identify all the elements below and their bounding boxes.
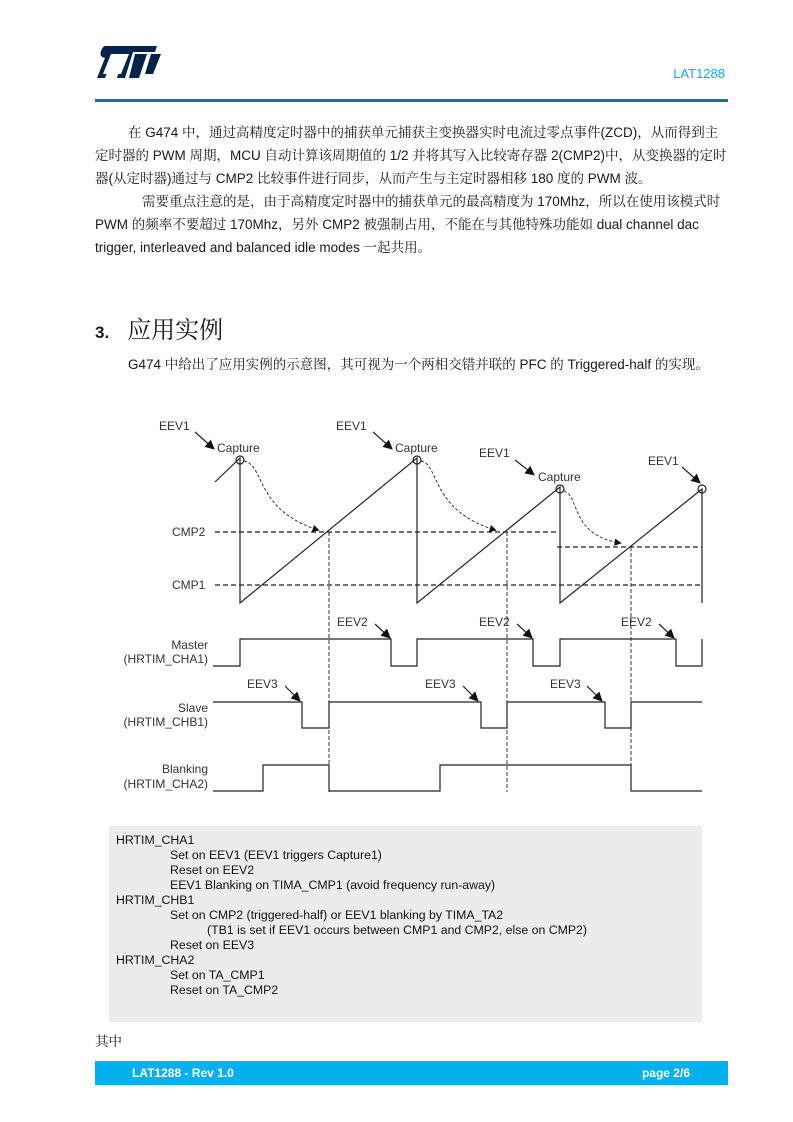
capture-label: Capture <box>395 441 438 455</box>
footer-page-number: page 2/6 <box>641 1066 690 1080</box>
sawtooth-ramp <box>215 458 702 603</box>
section-heading <box>95 310 223 345</box>
eev2-label: EEV2 <box>479 615 510 629</box>
slave-sub-label: (HRTIM_CHB1) <box>123 715 208 729</box>
timing-diagram <box>95 410 728 810</box>
eev2-arrow-2 <box>517 624 531 637</box>
eev1-arrow-1 <box>195 432 213 448</box>
master-waveform <box>213 639 702 666</box>
eev2-label: EEV2 <box>337 615 368 629</box>
section-title: 应用实例 <box>127 317 224 344</box>
code-line: Set on EEV1 (EEV1 triggers Capture1) <box>170 848 382 862</box>
trailing-text: 其中 <box>95 1034 122 1049</box>
st-logo <box>95 44 165 80</box>
footer-bar <box>95 1061 728 1085</box>
header-divider <box>95 99 728 102</box>
blanking-sub-label: (HRTIM_CHA2) <box>123 777 208 791</box>
intro-paragraph <box>95 121 728 259</box>
cmp2-label: CMP2 <box>172 525 206 539</box>
paragraph-2: 需要重点注意的是，由于高精度定时器中的捕获单元的最高精度为 170Mhz，所以在使用该模式时 PWM 的频率不要超过 170Mhz，另外 CMP2 被强制占用，不能在与其他特殊功能如 dual channel dac trigger, interleaved and balanced idle modes 一起共用。 <box>95 194 721 255</box>
code-line: Reset on EEV2 <box>170 863 255 877</box>
code-line: (TB1 is set if EEV1 occurs between CMP1 and CMP2, else on CMP2) <box>207 923 587 937</box>
code-line: HRTIM_CHA1 <box>116 833 195 847</box>
st-logo-icon <box>95 44 165 80</box>
cmp1-label: CMP1 <box>172 578 206 592</box>
code-line: Reset on EEV3 <box>170 938 255 952</box>
eev3-arrow-1 <box>285 686 299 700</box>
blanking-waveform <box>213 765 702 791</box>
blanking-label: Blanking <box>161 762 208 776</box>
eev3-label: EEV3 <box>550 677 581 691</box>
slave-waveform <box>213 702 702 728</box>
code-line: HRTIM_CHB1 <box>116 893 195 907</box>
eev1-arrow-4 <box>682 467 699 482</box>
code-line: Set on CMP2 (triggered-half) or EEV1 blanking by TIMA_TA2 <box>170 908 504 922</box>
eev3-label: EEV3 <box>247 677 278 691</box>
code-line: HRTIM_CHA2 <box>116 953 195 967</box>
eev1-label: EEV1 <box>479 446 510 460</box>
eev1-arrow-2 <box>373 432 391 448</box>
code-line: EEV1 Blanking on TIMA_CMP1 (avoid frequency run-away) <box>170 878 496 892</box>
capture-to-cmp2-curve-2 <box>421 461 495 530</box>
master-label: Master <box>171 638 208 652</box>
eev3-arrow-3 <box>587 686 601 700</box>
footer-doc-rev: LAT1288 - Rev 1.0 <box>132 1066 234 1080</box>
code-line: Set on TA_CMP1 <box>170 968 265 982</box>
paragraph-3: G474 中给出了应用实例的示意图，其可视为一个两相交错并联的 PFC 的 Triggered-half 的实现。 <box>128 357 709 372</box>
document-id: LAT1288 <box>673 66 725 81</box>
paragraph-1: 在 G474 中，通过高精度定时器中的捕获单元捕获主变换器实时电流过零点事件(ZCD)，从而得到主定时器的 PWM 周期，MCU 自动计算该周期值的 1/2 并将其写入比较寄存器 2(CMP2)中，从变换器的定时器(从定时器)通过与 CMP2 比较事件进行同步，从而产生与主定时器相移 180 度的 PWM 波。 <box>95 125 727 186</box>
eev1-arrow-3 <box>515 460 533 474</box>
code-lines <box>116 833 702 998</box>
master-sub-label: (HRTIM_CHA1) <box>123 652 208 666</box>
application-paragraph <box>95 351 728 379</box>
eev1-label: EEV1 <box>336 419 367 433</box>
eev1-label: EEV1 <box>159 419 190 433</box>
eev2-arrow-3 <box>659 624 673 637</box>
capture-to-cmp2-curve-1 <box>244 461 318 530</box>
eev1-label: EEV1 <box>648 454 679 468</box>
capture-to-cmp2-curve-3 <box>564 491 620 543</box>
configuration-code-block <box>109 826 702 1022</box>
slave-label: Slave <box>177 701 208 715</box>
code-line: Reset on TA_CMP2 <box>170 983 279 997</box>
eev3-arrow-2 <box>463 686 477 700</box>
capture-label: Capture <box>217 441 260 455</box>
eev3-label: EEV3 <box>425 677 456 691</box>
eev2-arrow-1 <box>375 624 389 637</box>
eev2-label: EEV2 <box>621 615 652 629</box>
section-number: 3. <box>95 323 110 342</box>
capture-label: Capture <box>538 470 581 484</box>
